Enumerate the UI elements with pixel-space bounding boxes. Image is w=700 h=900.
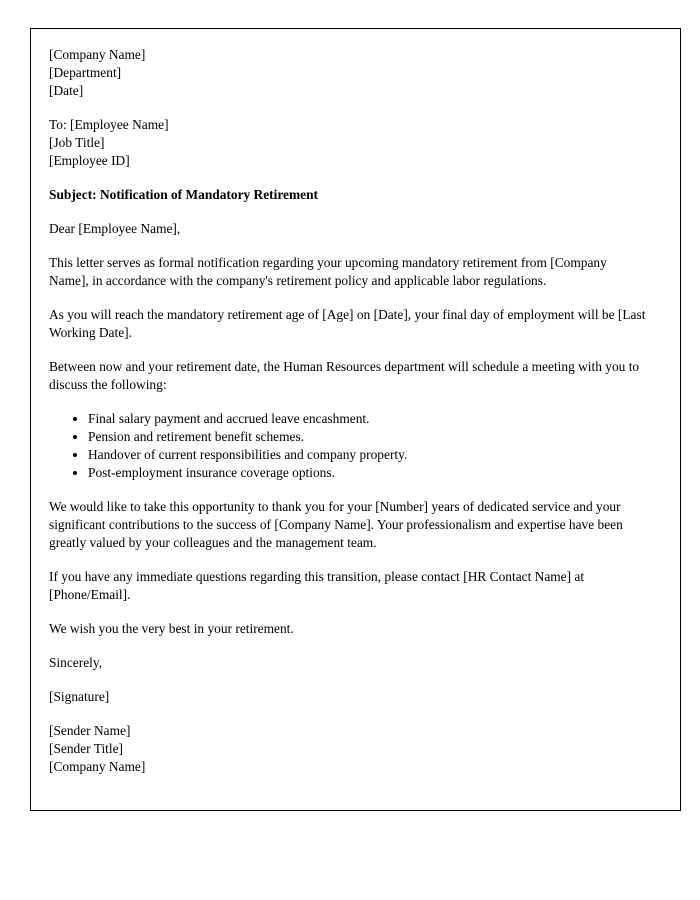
sender-title: [Sender Title] (49, 741, 124, 756)
paragraph-best-wishes: We wish you the very best in your retirement. (49, 621, 294, 636)
paragraph-thanks: We would like to take this opportunity to thank you for your [Number] years of dedicated service and your significant contributions to the success of [Company Name]. Your professionalism and expertise have been greatly valued by your colleagues and the management team. (49, 499, 623, 550)
list-item-pension: • Pension and retirement benefit schemes. (88, 428, 648, 446)
paragraph-questions: If you have any immediate questions regarding this transition, please contact [HR Contact Name] at [Phone/Email]. (49, 569, 585, 602)
paragraph-intro: This letter serves as formal notification regarding your upcoming mandatory retirement from [Company Name], in accordance with the company's retirement policy and applicable labor regulations. (49, 255, 607, 288)
signature-placeholder: [Signature] (49, 689, 110, 704)
discussion-topics-list (49, 410, 648, 482)
letterhead-department: [Department] (49, 65, 122, 80)
letterhead-block (49, 46, 648, 100)
list-item-salary: • Final salary payment and accrued leave encashment. (88, 410, 648, 428)
paragraph-hr-meeting: Between now and your retirement date, the Human Resources department will schedule a meeting with you to discuss the following: (49, 359, 640, 392)
sender-name: [Sender Name] (49, 723, 131, 738)
letterhead-date: [Date] (49, 83, 84, 98)
closing-sincerely: Sincerely, (49, 655, 103, 670)
recipient-employee-id: [Employee ID] (49, 153, 130, 168)
list-item-insurance: • Post-employment insurance coverage options. (88, 464, 648, 482)
salutation: Dear [Employee Name], (49, 221, 181, 236)
signature-block (49, 722, 648, 776)
recipient-block (49, 116, 648, 170)
subject-line: Subject: Notification of Mandatory Retirement (49, 187, 318, 202)
recipient-name: To: [Employee Name] (49, 117, 169, 132)
letter-page (30, 28, 681, 811)
letterhead-company: [Company Name] (49, 47, 146, 62)
paragraph-retirement-date: As you will reach the mandatory retirement age of [Age] on [Date], your final day of employment will be [Last Working Date]. (49, 307, 646, 340)
sender-company: [Company Name] (49, 759, 146, 774)
list-item-handover: • Handover of current responsibilities and company property. (88, 446, 648, 464)
recipient-job-title: [Job Title] (49, 135, 105, 150)
